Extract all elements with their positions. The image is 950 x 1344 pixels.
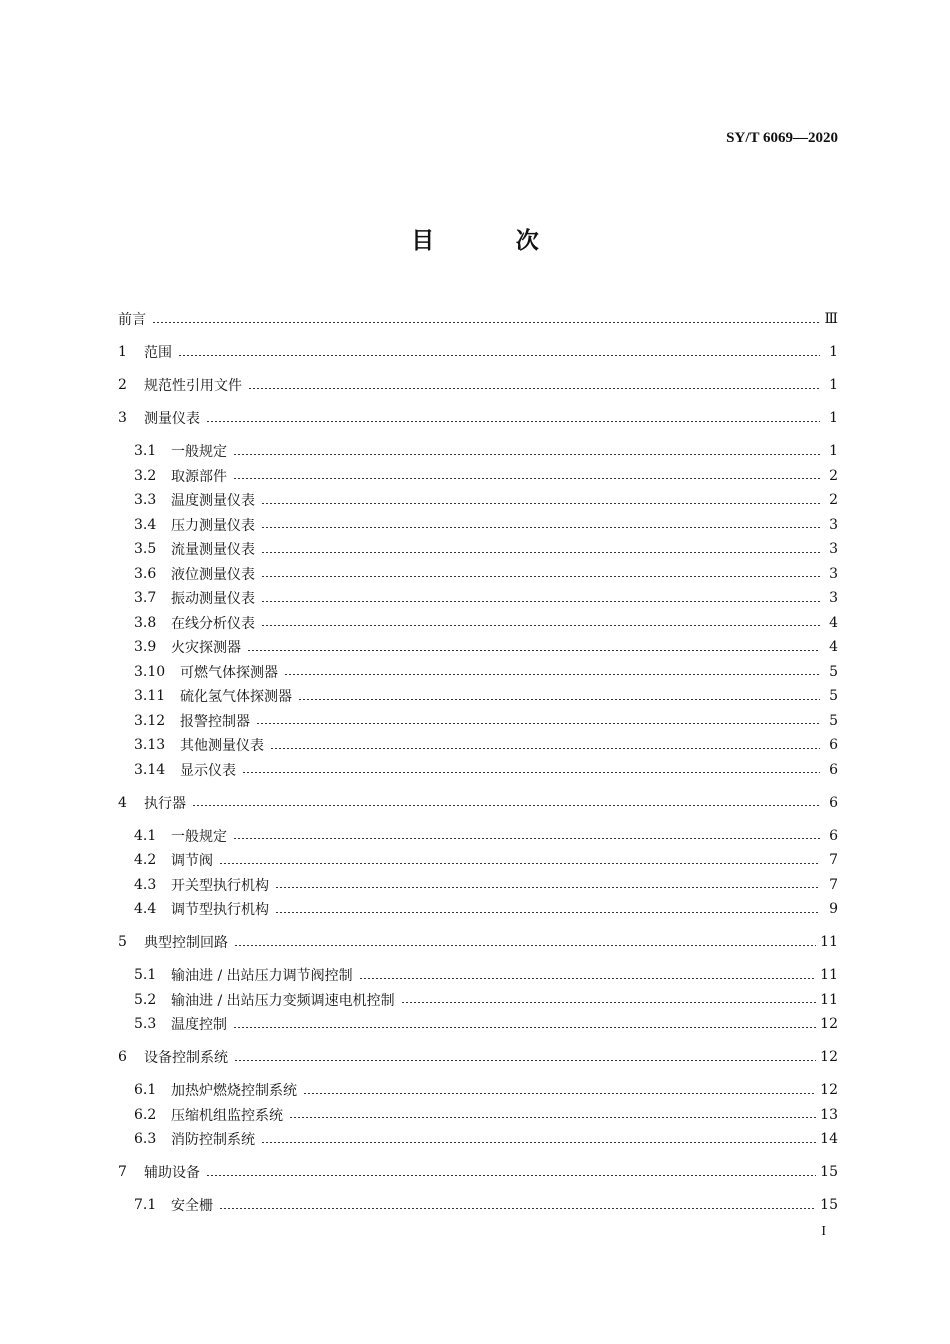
- toc-leader-dots: [261, 576, 820, 577]
- toc-entry[interactable]: [134, 637, 838, 657]
- toc-entry[interactable]: [134, 1080, 838, 1100]
- toc-leader-dots: [256, 723, 820, 724]
- toc-entry[interactable]: [134, 899, 838, 919]
- toc-entry[interactable]: [134, 539, 838, 559]
- toc-leader-dots: [261, 503, 820, 504]
- toc-entry-number: 3.2: [134, 467, 157, 484]
- toc-entry-label: 测量仪表: [144, 411, 200, 427]
- toc-entry[interactable]: [134, 466, 838, 486]
- toc-leader-dots: [261, 601, 820, 602]
- toc-entry-label: 输油进 / 出站压力变频调速电机控制: [171, 992, 395, 1009]
- toc-entry-page: 3: [829, 590, 838, 606]
- toc-entry[interactable]: [134, 875, 838, 895]
- toc-entry-number: 2: [118, 377, 127, 393]
- toc-entry-page: 12: [820, 1016, 838, 1032]
- toc-leader-dots: [233, 1027, 816, 1028]
- toc-leader-dots: [233, 838, 820, 839]
- toc-leader-dots: [275, 887, 820, 888]
- toc-entry[interactable]: [118, 932, 838, 952]
- toc-entry-number: 3.11: [134, 688, 166, 704]
- toc-entry[interactable]: [134, 850, 838, 870]
- toc-entry-label: 规范性引用文件: [144, 378, 242, 394]
- toc-leader-dots: [247, 650, 820, 651]
- toc-leader-dots: [261, 527, 820, 528]
- toc-leader-dots: [289, 1117, 816, 1118]
- toc-leader-dots: [234, 945, 816, 946]
- toc-entry-page: 13: [820, 1106, 838, 1123]
- toc-entry-label: 调节型执行机构: [171, 902, 269, 918]
- toc-entry-number: 7: [118, 1164, 127, 1180]
- toc-entry-label: 流量测量仪表: [171, 542, 255, 558]
- toc-entry-page: 11: [820, 967, 838, 983]
- toc-entry[interactable]: [134, 1014, 838, 1034]
- toc-leader-dots: [270, 748, 820, 749]
- toc-entry-number: 4.3: [134, 876, 157, 893]
- toc-leader-dots: [298, 699, 820, 700]
- toc-entry-page: 5: [829, 663, 838, 680]
- toc-entry-label: 压力测量仪表: [171, 517, 255, 534]
- toc-entry-page: 11: [820, 934, 838, 950]
- toc-entry-number: 3.4: [134, 516, 157, 533]
- toc-entry-number: 3.6: [134, 565, 157, 582]
- toc-leader-dots: [206, 1175, 816, 1176]
- toc-entry-number: 3.10: [134, 663, 166, 680]
- toc-entry-number: 5.2: [134, 991, 157, 1008]
- toc-entry-label: 硫化氢气体探测器: [180, 689, 292, 705]
- toc-entry-page: 6: [829, 827, 838, 844]
- toc-entry-label: 输油进 / 出站压力调节阀控制: [171, 968, 353, 984]
- toc-entry-page: 1: [829, 410, 838, 426]
- toc-entry-number: 3.13: [134, 737, 166, 753]
- toc-entry-page: 5: [829, 688, 838, 704]
- toc-entry-label: 可燃气体探测器: [180, 664, 278, 681]
- toc-entry-number: 5.3: [134, 1016, 157, 1032]
- toc-entry-number: 3.5: [134, 541, 157, 557]
- toc-entry-number: 4: [118, 794, 127, 811]
- toc-entry-page: Ⅲ: [824, 311, 838, 327]
- toc-entry-label: 加热炉燃烧控制系统: [171, 1083, 297, 1099]
- toc-entry-page: 15: [820, 1197, 838, 1213]
- toc-entry-label: 范围: [144, 345, 172, 361]
- toc-entry-label: 显示仪表: [180, 762, 236, 779]
- toc-leader-dots: [359, 978, 817, 979]
- toc-entry-number: 6: [118, 1049, 127, 1065]
- toc-entry-number: 6.2: [134, 1106, 157, 1123]
- toc-entry-page: 6: [829, 761, 838, 778]
- toc-entry[interactable]: [118, 408, 838, 428]
- toc-entry[interactable]: [134, 990, 838, 1010]
- toc-entry[interactable]: [118, 309, 838, 329]
- toc-entry-page: 4: [829, 639, 838, 655]
- toc-leader-dots: [178, 355, 820, 356]
- toc-entry-page: 3: [829, 541, 838, 557]
- toc-entry-label: 消防控制系统: [171, 1132, 255, 1148]
- toc-entry-number: 1: [118, 344, 127, 360]
- toc-entry-page: 12: [820, 1082, 838, 1098]
- toc-entry[interactable]: [134, 564, 838, 584]
- toc-entry-label: 开关型执行机构: [171, 877, 269, 894]
- toc-entry-label: 调节阀: [171, 853, 213, 869]
- toc-entry[interactable]: [118, 1162, 838, 1182]
- toc-entry-page: 5: [829, 712, 838, 729]
- toc-entry-label: 压缩机组监控系统: [171, 1107, 283, 1124]
- toc-entry-label: 液位测量仪表: [171, 566, 255, 583]
- toc-entry[interactable]: [134, 711, 838, 731]
- toc-entry-page: 2: [829, 492, 838, 508]
- toc-entry-number: 7.1: [134, 1197, 157, 1213]
- toc-leader-dots: [233, 454, 820, 455]
- toc-leader-dots: [219, 1208, 816, 1209]
- toc-leader-dots: [219, 863, 820, 864]
- toc-entry-label: 振动测量仪表: [171, 591, 255, 607]
- toc-entry-number: 3.7: [134, 590, 157, 606]
- toc-entry-label: 报警控制器: [180, 713, 250, 730]
- toc-leader-dots: [233, 478, 820, 479]
- toc-leader-dots: [401, 1002, 817, 1003]
- standard-code: SY/T 6069—2020: [726, 130, 838, 146]
- toc-entry-page: 1: [829, 443, 838, 459]
- toc-leader-dots: [261, 1142, 816, 1143]
- toc-leader-dots: [303, 1093, 816, 1094]
- toc-entry-number: 3: [118, 410, 127, 426]
- toc-leader-dots: [192, 805, 820, 806]
- toc-leader-dots: [206, 421, 820, 422]
- toc-entry[interactable]: [134, 826, 838, 846]
- toc-entry-label: 一般规定: [171, 444, 227, 460]
- toc-entry-page: 3: [829, 516, 838, 533]
- toc-leader-dots: [284, 674, 820, 675]
- toc-entry[interactable]: [134, 735, 838, 755]
- toc-entry-label: 前言: [118, 312, 146, 328]
- toc-entry-page: 4: [829, 614, 838, 631]
- toc-leader-dots: [248, 388, 820, 389]
- toc-entry-page: 6: [829, 737, 838, 753]
- toc-entry[interactable]: [134, 613, 838, 633]
- toc-entry[interactable]: [134, 588, 838, 608]
- toc-entry-number: 6.1: [134, 1082, 157, 1098]
- toc-entry-page: 1: [829, 344, 838, 360]
- toc-entry-page: 6: [829, 794, 838, 811]
- toc-entry-number: 3.9: [134, 639, 157, 655]
- toc-entry-number: 3.3: [134, 492, 157, 508]
- toc-entry-number: 5.1: [134, 967, 157, 983]
- page-title: 目 次: [411, 227, 576, 254]
- toc-entry-label: 执行器: [144, 795, 186, 812]
- toc-entry-label: 辅助设备: [144, 1165, 200, 1181]
- toc-entry-page: 2: [829, 467, 838, 484]
- toc-entry[interactable]: [134, 1129, 838, 1149]
- toc-entry-page: 7: [829, 852, 838, 868]
- toc-entry-page: 12: [820, 1049, 838, 1065]
- toc-entry[interactable]: [134, 760, 838, 780]
- toc-entry-number: 6.3: [134, 1131, 157, 1147]
- toc-entry-label: 设备控制系统: [144, 1050, 228, 1066]
- toc-leader-dots: [275, 912, 820, 913]
- toc-leader-dots: [261, 625, 820, 626]
- toc-entry-label: 火灾探测器: [171, 640, 241, 656]
- toc-entry-page: 9: [829, 901, 838, 917]
- toc-entry[interactable]: [134, 490, 838, 510]
- toc-entry-number: 4.1: [134, 827, 157, 844]
- toc-entry-page: 11: [820, 991, 838, 1008]
- toc-entry[interactable]: [134, 1195, 838, 1215]
- toc-entry-label: 一般规定: [171, 828, 227, 845]
- toc-leader-dots: [261, 552, 820, 553]
- toc-entry-label: 温度测量仪表: [171, 493, 255, 509]
- toc-entry-label: 在线分析仪表: [171, 615, 255, 632]
- toc-entry[interactable]: [134, 515, 838, 535]
- toc-entry-number: 3.8: [134, 614, 157, 631]
- toc-entry-page: 3: [829, 565, 838, 582]
- toc-entry-page: 7: [829, 876, 838, 893]
- toc-entry[interactable]: [134, 686, 838, 706]
- toc-leader-dots: [234, 1060, 816, 1061]
- toc-entry-label: 其他测量仪表: [180, 738, 264, 754]
- toc-entry[interactable]: [134, 965, 838, 985]
- toc-leader-dots: [242, 772, 820, 773]
- toc-entry-page: 14: [820, 1131, 838, 1147]
- toc-entry-label: 温度控制: [171, 1017, 227, 1033]
- toc-entry-number: 4.4: [134, 901, 157, 917]
- toc-entry-page: 1: [829, 377, 838, 393]
- toc-entry-page: 15: [820, 1164, 838, 1180]
- toc-entry[interactable]: [118, 375, 838, 395]
- toc-entry-number: 3.12: [134, 712, 166, 729]
- toc-entry-number: 4.2: [134, 852, 157, 868]
- toc-entry-label: 取源部件: [171, 468, 227, 485]
- toc-entry[interactable]: [118, 1047, 838, 1067]
- toc-entry[interactable]: [134, 662, 838, 682]
- toc-entry[interactable]: [134, 441, 838, 461]
- toc-entry-number: 3.14: [134, 761, 166, 778]
- toc-entry[interactable]: [118, 342, 838, 362]
- toc-entry-number: 5: [118, 934, 127, 950]
- toc-entry-label: 典型控制回路: [144, 935, 228, 951]
- toc-entry[interactable]: [134, 1105, 838, 1125]
- toc-leader-dots: [152, 322, 820, 323]
- page-folio: I: [821, 1224, 826, 1239]
- toc-entry-label: 安全栅: [171, 1198, 213, 1214]
- toc-entry[interactable]: [118, 793, 838, 813]
- toc-entry-number: 3.1: [134, 443, 157, 459]
